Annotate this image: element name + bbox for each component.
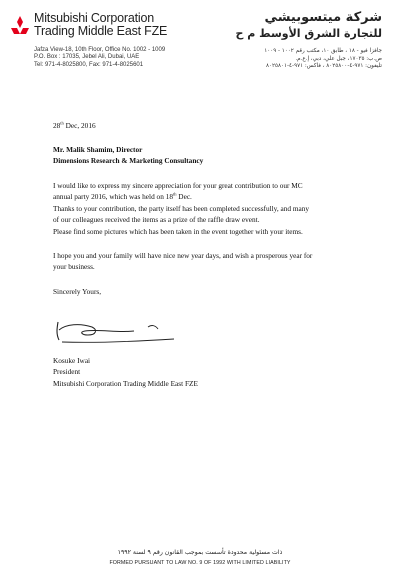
address-en-line2: P.O. Box : 17035, Jebel Ali, Dubai, UAE: [34, 54, 140, 61]
company-name-ar-line2: للتجارة الشرق الأوسط م ح: [235, 27, 382, 40]
paragraph-4-line-1: I hope you and your family will have nice new year days, and wish a prosperous year for: [53, 251, 313, 260]
paragraph-4-line-2: your business.: [53, 262, 95, 271]
address-ar-line1: جافزا فيو - ١٨ ، طابق ١٠، مكتب رقم ١٠٠٢ - ١٠٠٩: [264, 48, 382, 54]
date-day: 28: [53, 121, 61, 130]
p1-line2-pre: annual party 2016, which was held on 18: [53, 192, 173, 201]
company-name-en-line2: Trading Middle East FZE: [34, 24, 168, 38]
logo-diamond-top: [17, 16, 23, 28]
paragraph-1-line-1: I would like to express my sincere appreciation for your great contribution to our MC: [53, 181, 303, 190]
date-rest: Dec, 2016: [63, 121, 96, 130]
footer-arabic: ذات مسئولية محدودة تأسست بموجب القانون رقم ٩ لسنة ١٩٩٢: [117, 549, 283, 556]
date-suffix: th: [60, 120, 64, 126]
paragraph-1-line-2: [53, 192, 192, 203]
company-name-ar-line1: شركة ميتسوبيشي: [264, 10, 382, 25]
signer-company: Mitsubishi Corporation Trading Middle East FZE: [53, 379, 198, 388]
paragraph-2-line-2: of our colleagues received the items as a prize of the raffle draw event.: [53, 215, 260, 224]
company-name-ar: [236, 10, 382, 40]
company-name-en-line1: Mitsubishi Corporation: [34, 11, 154, 25]
letter-date: [53, 121, 96, 132]
address-ar-line2: ص.ب: ١٧٠٣٥، جبل علي، دبي، إ.ع.م.: [295, 55, 382, 62]
footer-english: FORMED PURSUANT TO LAW NO. 9 OF 1992 WITH LIMITED LIABILITY: [109, 560, 291, 566]
paragraph-3: Please find some pictures which has been taken in the event together with your items.: [53, 227, 303, 236]
address-en-line3: Tel: 971-4-8025800, Fax: 971-4-8025601: [34, 61, 144, 68]
paragraph-2-line-1: Thanks to your contribution, the party itself has been completed successfully, and many: [53, 204, 310, 213]
signer-title: President: [53, 367, 81, 376]
address-en-line1: Jafza View-18, 10th Floor, Office No. 1002 - 1009: [34, 47, 166, 53]
signer-name: Kosuke Iwai: [53, 356, 91, 365]
handwritten-signature: [52, 318, 177, 346]
company-name-en: [34, 12, 167, 38]
address-ar-line3: تليفون: ٩٧١-٤-٨٠٢٥٨٠٠ ، فاكس: ٩٧١-٤-٨٠٢٥٨٠١: [265, 63, 382, 70]
recipient-company: Dimensions Research & Marketing Consultancy: [53, 156, 204, 165]
address-en: [34, 47, 165, 69]
p1-line2-sup: th: [172, 191, 177, 197]
logo-diamond-right: [20, 28, 29, 34]
address-ar: [264, 48, 382, 71]
recipient-name: Mr. Malik Shamim, Director: [53, 145, 143, 154]
p1-line2-post: Dec.: [176, 192, 192, 201]
mitsubishi-logo-icon: [8, 16, 32, 38]
closing: Sincerely Yours,: [53, 287, 102, 296]
logo-diamond-left: [11, 28, 20, 34]
